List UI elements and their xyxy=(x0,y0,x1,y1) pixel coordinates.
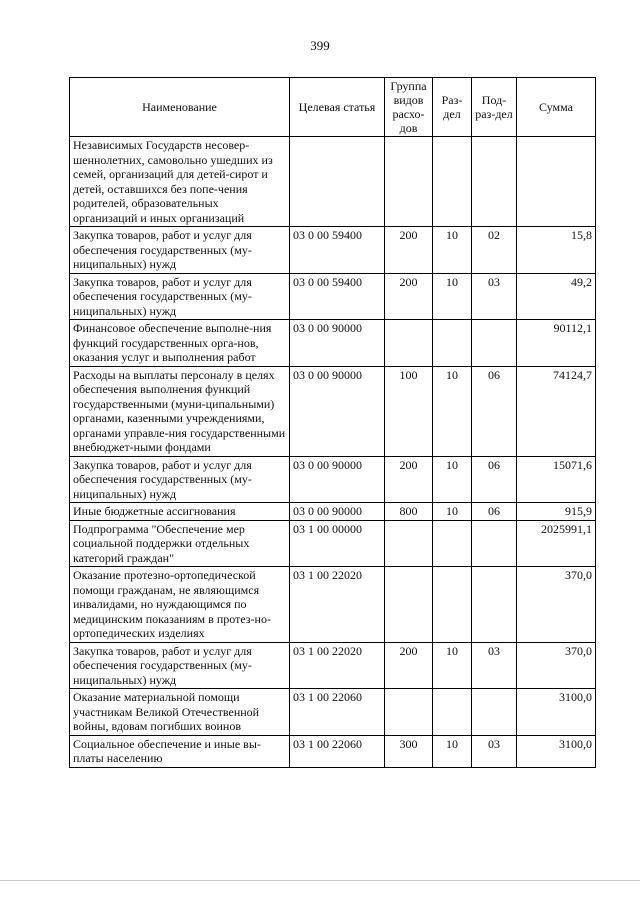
cell-name: Независимых Государств несовер-шеннолетних, самовольно ушедших из семей, организаций для детей-сирот и детей, оставшихся без попе-чения родителей, образовательных организаций и иных организаций xyxy=(70,137,290,227)
cell-target-article: 03 0 00 90000 xyxy=(290,456,385,503)
cell-expense-group: 200 xyxy=(385,273,433,320)
cell-subsection: 02 xyxy=(472,227,517,274)
cell-target-article: 03 1 00 00000 xyxy=(290,520,385,567)
cell-subsection: 06 xyxy=(472,503,517,521)
cell-name: Закупка товаров, работ и услуг для обеспечения государственных (му-ниципальных) нужд xyxy=(70,273,290,320)
cell-name: Иные бюджетные ассигнования xyxy=(70,503,290,521)
table-row xyxy=(70,366,596,456)
cell-subsection: 06 xyxy=(472,456,517,503)
header-subsection: Под-раз-дел xyxy=(472,78,517,137)
cell-target-article: 03 0 00 59400 xyxy=(290,227,385,274)
cell-expense-group xyxy=(385,137,433,227)
table-row xyxy=(70,227,596,274)
cell-section xyxy=(433,520,472,567)
cell-subsection xyxy=(472,689,517,736)
cell-section xyxy=(433,137,472,227)
table-row xyxy=(70,137,596,227)
cell-section: 10 xyxy=(433,227,472,274)
header-target-article: Целевая статья xyxy=(290,78,385,137)
cell-subsection: 03 xyxy=(472,273,517,320)
cell-expense-group xyxy=(385,320,433,367)
cell-subsection: 03 xyxy=(472,735,517,767)
header-name: Наименование xyxy=(70,78,290,137)
table-row xyxy=(70,689,596,736)
cell-subsection xyxy=(472,137,517,227)
table-row xyxy=(70,456,596,503)
cell-expense-group: 800 xyxy=(385,503,433,521)
cell-section: 10 xyxy=(433,456,472,503)
table-row xyxy=(70,503,596,521)
cell-subsection: 03 xyxy=(472,642,517,689)
cell-name: Оказание материальной помощи участникам Великой Отечественной войны, вдовам погибших воинов xyxy=(70,689,290,736)
cell-target-article: 03 1 00 22020 xyxy=(290,642,385,689)
table-row xyxy=(70,320,596,367)
cell-section: 10 xyxy=(433,366,472,456)
cell-sum: 3100,0 xyxy=(517,735,596,767)
cell-target-article: 03 0 00 59400 xyxy=(290,273,385,320)
cell-name: Финансовое обеспечение выполне-ния функций государственных орга-нов, оказания услуг и выполнения работ xyxy=(70,320,290,367)
table-row xyxy=(70,567,596,643)
cell-section xyxy=(433,320,472,367)
cell-expense-group xyxy=(385,567,433,643)
cell-sum: 370,0 xyxy=(517,642,596,689)
table-row xyxy=(70,520,596,567)
cell-sum: 370,0 xyxy=(517,567,596,643)
cell-sum: 15,8 xyxy=(517,227,596,274)
cell-expense-group: 100 xyxy=(385,366,433,456)
cell-subsection xyxy=(472,520,517,567)
cell-target-article xyxy=(290,137,385,227)
cell-expense-group: 200 xyxy=(385,456,433,503)
cell-name: Расходы на выплаты персоналу в целях обеспечения выполнения функций государственными (муни-ципальными) органами, казенными учреждениями, органами управле-ния государственными внебюджет-ными фондами xyxy=(70,366,290,456)
cell-section: 10 xyxy=(433,273,472,320)
cell-expense-group xyxy=(385,520,433,567)
table-row xyxy=(70,642,596,689)
scan-edge-line xyxy=(0,880,640,881)
cell-target-article: 03 0 00 90000 xyxy=(290,503,385,521)
cell-expense-group xyxy=(385,689,433,736)
cell-subsection xyxy=(472,567,517,643)
header-section: Раз-дел xyxy=(433,78,472,137)
cell-name: Закупка товаров, работ и услуг для обеспечения государственных (му-ниципальных) нужд xyxy=(70,227,290,274)
cell-name: Закупка товаров, работ и услуг для обеспечения государственных (му-ниципальных) нужд xyxy=(70,642,290,689)
cell-expense-group: 300 xyxy=(385,735,433,767)
table-row xyxy=(70,273,596,320)
cell-sum: 915,9 xyxy=(517,503,596,521)
cell-name: Закупка товаров, работ и услуг для обеспечения государственных (му-ниципальных) нужд xyxy=(70,456,290,503)
header-sum: Сумма xyxy=(517,78,596,137)
cell-name: Подпрограмма "Обеспечение мер социальной поддержки отдельных категорий граждан" xyxy=(70,520,290,567)
table-header-row xyxy=(70,78,596,137)
cell-target-article: 03 0 00 90000 xyxy=(290,366,385,456)
cell-section xyxy=(433,689,472,736)
cell-sum xyxy=(517,137,596,227)
cell-subsection xyxy=(472,320,517,367)
cell-target-article: 03 1 00 22020 xyxy=(290,567,385,643)
cell-target-article: 03 0 00 90000 xyxy=(290,320,385,367)
cell-section: 10 xyxy=(433,735,472,767)
table-row xyxy=(70,735,596,767)
cell-target-article: 03 1 00 22060 xyxy=(290,689,385,736)
cell-sum: 49,2 xyxy=(517,273,596,320)
cell-expense-group: 200 xyxy=(385,227,433,274)
header-expense-group: Группа видов расхо-дов xyxy=(385,78,433,137)
cell-section: 10 xyxy=(433,503,472,521)
cell-expense-group: 200 xyxy=(385,642,433,689)
cell-target-article: 03 1 00 22060 xyxy=(290,735,385,767)
cell-sum: 3100,0 xyxy=(517,689,596,736)
cell-section xyxy=(433,567,472,643)
budget-table xyxy=(69,77,596,768)
cell-name: Оказание протезно-ортопедической помощи гражданам, не являющимся инвалидами, но нуждающимся по медицинским показаниям в протез-но-ортопедических изделиях xyxy=(70,567,290,643)
cell-sum: 74124,7 xyxy=(517,366,596,456)
cell-section: 10 xyxy=(433,642,472,689)
cell-subsection: 06 xyxy=(472,366,517,456)
page-number: 399 xyxy=(310,38,330,53)
cell-sum: 2025991,1 xyxy=(517,520,596,567)
cell-sum: 15071,6 xyxy=(517,456,596,503)
cell-name: Социальное обеспечение и иные вы-платы населению xyxy=(70,735,290,767)
cell-sum: 90112,1 xyxy=(517,320,596,367)
